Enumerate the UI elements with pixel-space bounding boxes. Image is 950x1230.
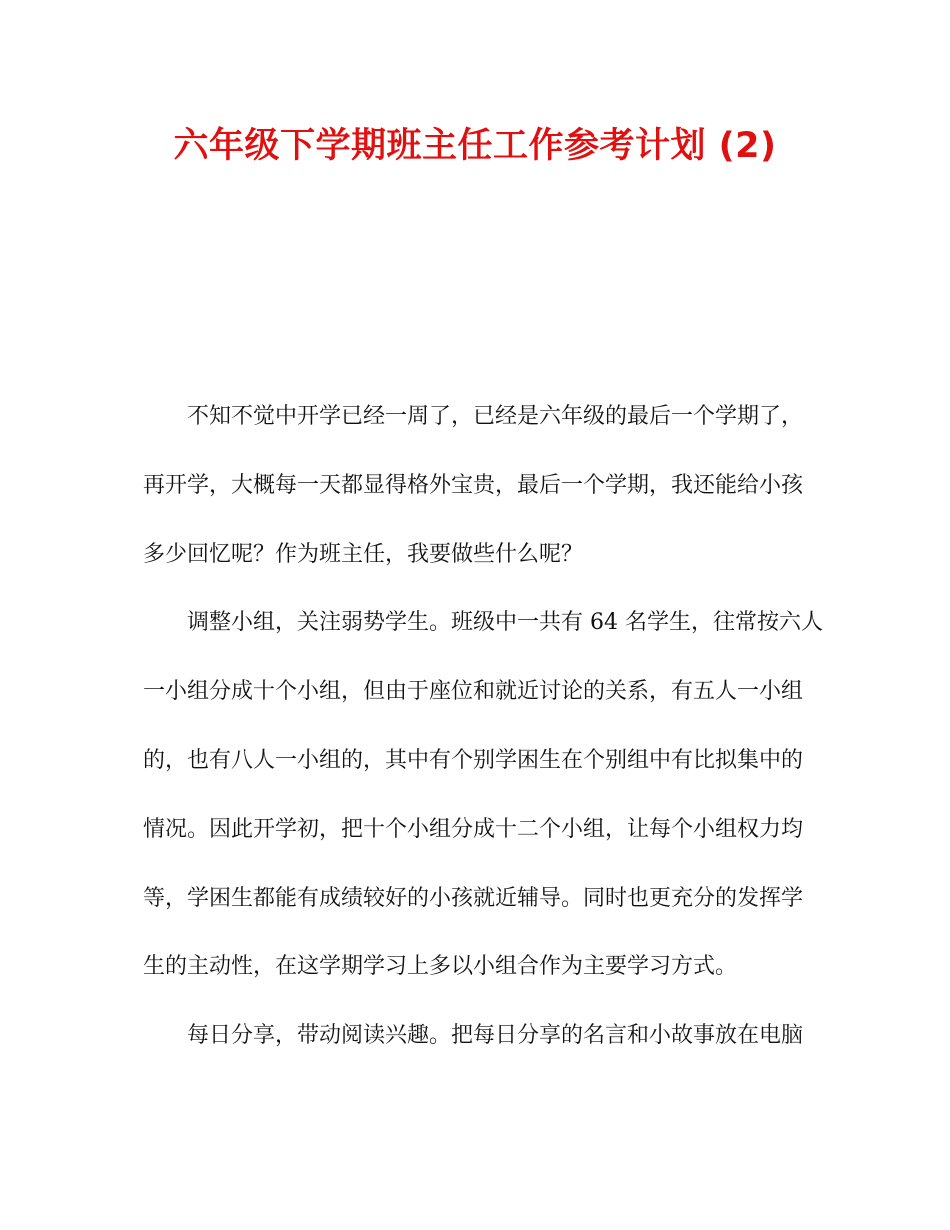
- text-line: 生的主动性，在这学期学习上多以小组合作为主要学习方式。: [143, 954, 738, 980]
- text-line: 等，学困生都能有成绩较好的小孩就近辅导。同时也更充分的发挥学: [143, 885, 804, 911]
- text-line: 不知不觉中开学已经一周了，已经是六年级的最后一个学期了，: [187, 404, 804, 429]
- text-line: 情况。因此开学初，把十个小组分成十二个小组，让每个小组权力均: [143, 816, 804, 842]
- text-line: 多少回忆呢？作为班主任，我要做些什么呢？: [143, 541, 584, 567]
- text-line: 再开学，大概每一天都显得格外宝贵，最后一个学期，我还能给小孩: [143, 472, 804, 498]
- text-line: 的，也有八人一小组的，其中有个别学困生在个别组中有比拟集中的: [143, 747, 804, 773]
- text-line: 每日分享，带动阅读兴趣。把每日分享的名言和小故事放在电脑: [187, 1023, 804, 1049]
- text-line: 一小组分成十个小组，但由于座位和就近讨论的关系，有五人一小组: [143, 679, 804, 705]
- paragraph-2: [143, 589, 823, 1002]
- document-title: 六年级下学期班主任工作参考计划 (2): [173, 126, 777, 166]
- paragraph-1: [143, 383, 803, 589]
- text-line: 调整小组，关注弱势学生。班级中一共有 64 名学生，往常按六人: [187, 610, 823, 636]
- paragraph-3: [143, 1002, 803, 1071]
- document-body: [143, 383, 823, 1071]
